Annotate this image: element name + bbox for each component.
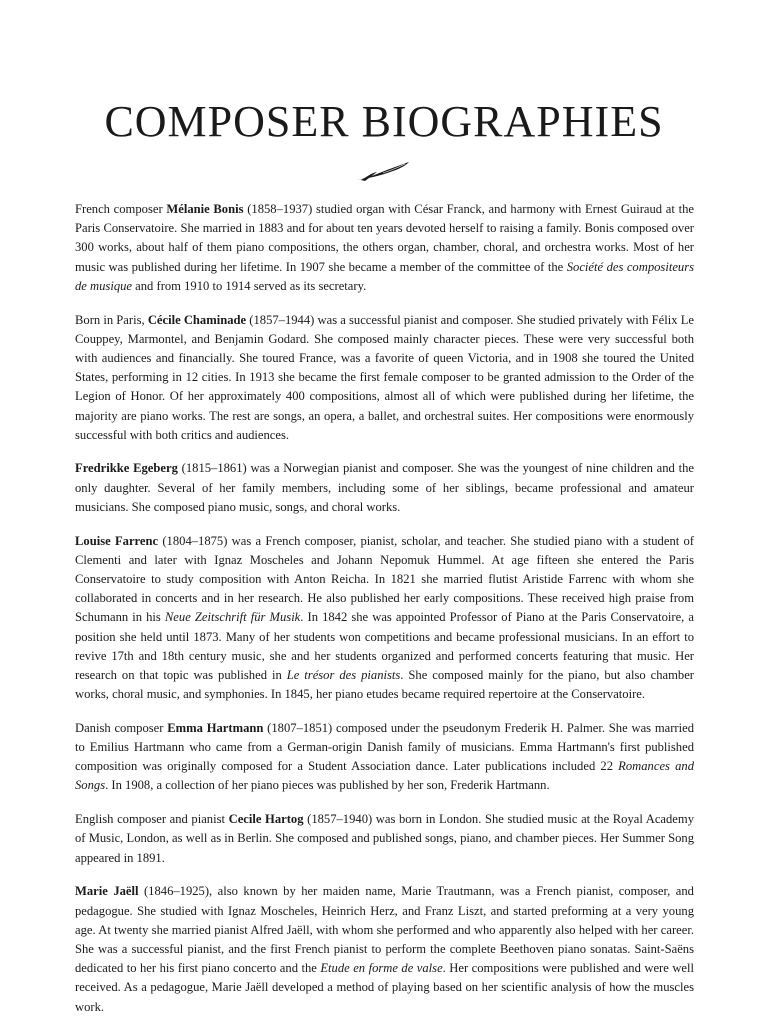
bio-text: (1857–1944) was a successful pianist and composer. She studied privately with Félix Le Couppey, Marmontel, and Benjamin Godard. She composed mainly character pieces. These were very successful both with audiences and financially. She toured France, was a favorite of queen Victoria, and in 1908 she toured the United States, performing in 12 cities. In 1913 she became the first female composer to be granted admission to the Order of the Legion of Honor. Of her approximately 400 compositions, almost all of which were published during her lifetime, the majority are piano works. The rest are songs, an opera, a ballet, and orchestral suites. Her compositions were enormously successful with both critics and audiences. xyxy=(75,312,694,442)
bio-text: (1807–1851) composed under the pseudonym Frederik H. Palmer. She was married to Emilius Hartmann who came from a German-origin Danish family of musicians. Emma Hartmann's first published composition was originally composed for a Student Association dance. Later publications included 22 xyxy=(75,720,695,774)
biography-paragraph xyxy=(75,810,694,868)
bio-text: (1815–1861) was a Norwegian pianist and composer. She was the youngest of nine children and the only daughter. Several of her family members, including some of her siblings, became professional and amateur musicians. She composed piano music, songs, and choral works. xyxy=(75,461,694,514)
bio-text: (1846–1925), also known by her maiden name, Marie Trautmann, was a French pianist, composer, and pedagogue. She studied with Ignaz Moscheles, Heinrich Herz, and Franz Liszt, and started preforming at a very young age. At twenty she married pianist Alfred Jaëll, with whom she performed and who apparently also helped with her career. She was a successful pianist, and the first French pianist to perform the complete Beethoven piano sonatas. Saint-Saëns dedicated to her his first piano concerto and the xyxy=(75,884,694,976)
composer-name: Cecile Hartog xyxy=(228,812,304,827)
quill-ornament-icon xyxy=(355,160,411,184)
bio-text: . Her compositions were published and were well received. As a pedagogue, Marie Jaëll developed a method of playing based on her scientific analysis of how the muscles work. xyxy=(75,961,695,1014)
bio-text: . In 1908, a collection of her piano pieces was published by her son, Frederik Hartmann. xyxy=(105,778,550,793)
composer-name: Emma Hartmann xyxy=(167,720,264,735)
bio-text: (1857–1940) was born in London. She studied music at the Royal Academy of Music, London, as well as in Berlin. She composed and published songs, piano, and chamber pieces. Her Summer Song appeared in 1891. xyxy=(75,812,694,865)
biography-paragraph xyxy=(75,311,694,445)
bio-text: . She composed mainly for the piano, but also chamber works, choral music, and symphonies. In 1845, her piano etudes became required repertoire at the Conservatoire. xyxy=(75,667,694,702)
biography-paragraph xyxy=(75,200,694,296)
bio-text: (1804–1875) was a French composer, pianist, scholar, and teacher. She studied piano with a student of Clementi and later with Ignaz Moscheles and Johann Nepomuk Hummel. At age fifteen she entered the Paris Conservatoire to study composition with Anton Reicha. In 1821 she married flutist Aristide Farrenc with whom she collaborated in concerts and in her research. He also published her early compositions. These received high praise from Schumann in his xyxy=(75,533,695,625)
italic-title: Société des compositeurs de musique xyxy=(75,259,695,293)
bio-text: . In 1842 she was appointed Professor of Piano at the Paris Conservatoire, a position she held until 1873. Many of her students won competitions and became professional musicians. In an effort to revive 17th and 18th century music, she and her students organized and performed concerts featuring that music. Her research on that topic was published in xyxy=(75,610,694,682)
page-title: COMPOSER BIOGRAPHIES xyxy=(104,97,664,146)
composer-name: Fredrikke Egeberg xyxy=(75,461,178,476)
bio-text: French composer xyxy=(75,202,167,216)
composer-name: Marie Jaëll xyxy=(75,884,139,899)
bio-text: Born in Paris, xyxy=(75,312,148,327)
composer-name: Mélanie Bonis xyxy=(166,202,244,216)
composer-name: Cécile Chaminade xyxy=(147,312,247,327)
italic-title: Etude en forme de valse xyxy=(320,961,443,976)
biography-paragraph xyxy=(75,719,694,796)
composer-name: Louise Farrenc xyxy=(75,533,159,548)
bio-text: English composer and pianist xyxy=(75,812,229,827)
biography-paragraph xyxy=(75,882,694,1016)
italic-title: Le trésor des pianists xyxy=(286,667,401,682)
italic-title: Neue Zeitschrift für Musik xyxy=(164,610,301,625)
italic-title: Romances and Songs xyxy=(75,759,694,793)
biography-paragraph xyxy=(75,459,694,517)
bio-text: Danish composer xyxy=(75,720,168,735)
biography-paragraph xyxy=(75,532,694,705)
bio-text: and from 1910 to 1914 served as its secretary. xyxy=(132,278,367,293)
bio-text: (1858–1937) studied organ with César Franck, and harmony with Ernest Guiraud at the Paris Conservatoire. She married in 1883 and for about ten years devoted herself to raising a family. Bonis composed over 300 works, about half of them piano compositions, the others organ, chamber, choral, and orchestra works. Most of her music was published during her lifetime. In 1907 she became a member of the committee of the xyxy=(75,202,694,274)
biographies xyxy=(75,200,694,1031)
